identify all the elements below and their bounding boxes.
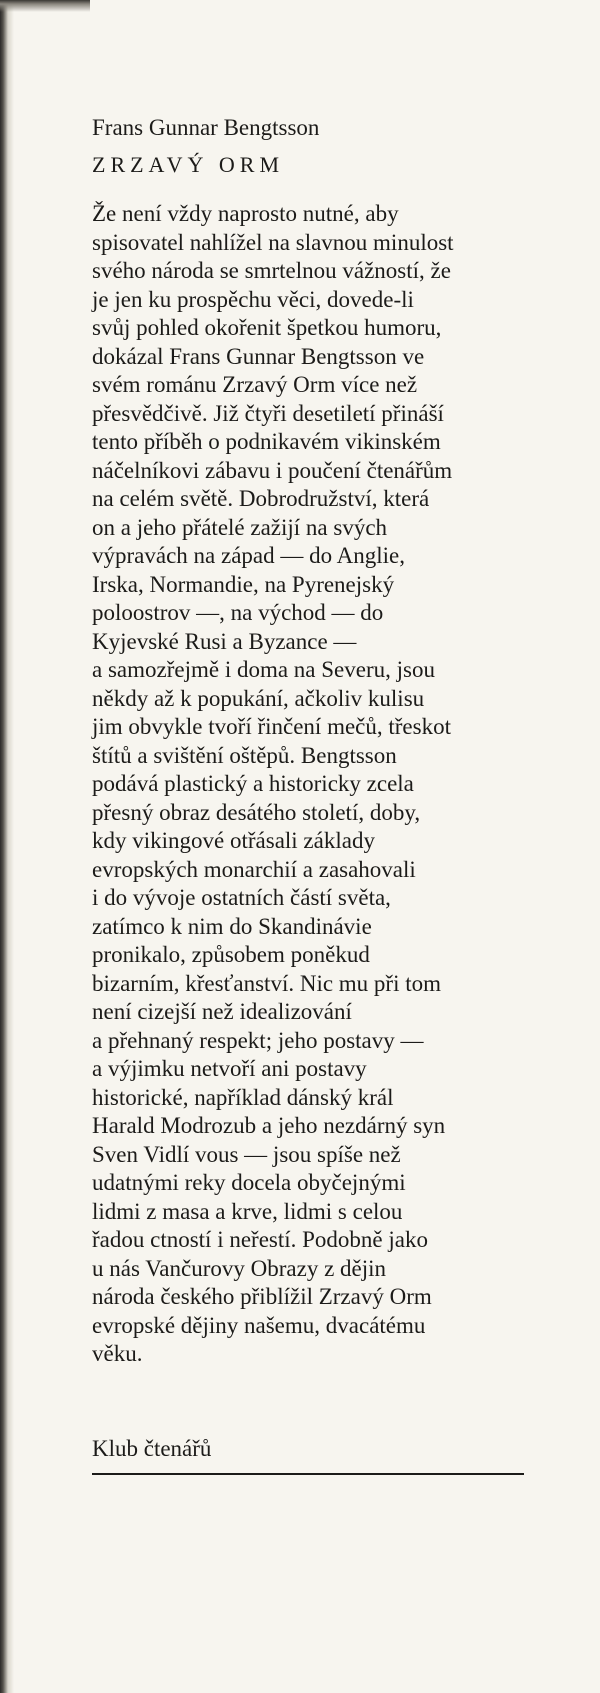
blurb-line: pronikalo, způsobem poněkud [92,942,370,967]
author-name: Frans Gunnar Bengtsson [92,115,320,140]
blurb-line: svém románu Zrzavý Orm více než [92,372,418,397]
blurb-line: není cizejší než idealizování [92,999,352,1024]
blurb-line: evropských monarchií a zasahovali [92,856,416,882]
blurb-line: je jen ku prospěchu věci, dovede-li [92,286,414,312]
blurb-line: výpravách na západ — do Anglie, [92,543,405,568]
blurb-line: spisovatel nahlížel na slavnou minulost [92,229,454,255]
blurb-line: věku. [92,1341,143,1366]
book-title: ZRZAVÝ ORM [92,152,285,177]
blurb-line: dokázal Frans Gunnar Bengtsson ve [92,343,425,369]
blurb-line: zatímco k nim do Skandinávie [92,913,372,939]
blurb-line: a výjimku netvoří ani postavy [92,1056,367,1081]
blurb-line: někdy až k popukání, ačkoliv kulisu [92,685,425,711]
blurb-line: i do vývoje ostatních částí světa, [92,885,391,910]
blurb-line: na celém světě. Dobrodružství, která [92,486,430,511]
publisher-underline-rule [92,1473,524,1475]
blurb-line: Sven Vidlí vous — jsou spíše než [92,1141,401,1167]
blurb-line: řadou ctností i neřestí. Podobně jako [92,1227,428,1252]
blurb-line: kdy vikingové otřásali základy [92,828,375,853]
blurb-line: přesvědčivě. Již čtyři desetiletí přináší [92,400,444,426]
blurb-line: Irska, Normandie, na Pyrenejský [92,571,395,597]
blurb-line: národa českého přiblížil Zrzavý Orm [92,1284,432,1309]
blurb-line: náčelníkovi zábavu i poučení čtenářům [92,457,453,483]
blurb-line: evropské dějiny našemu, dvacátému [92,1312,426,1338]
blurb-line: on a jeho přátelé zažijí na svých [92,514,388,540]
page-left-edge-shadow [0,0,14,1693]
blurb-line: a přehnaný respekt; jeho postavy — [92,1027,424,1053]
blurb-line: udatnými reky docela obyčejnými [92,1170,406,1195]
blurb-line: podává plastický a historicky zcela [92,771,414,796]
blurb-line: svůj pohled okořenit špetkou humoru, [92,315,442,340]
blurb-line: svého národa se smrtelnou vážností, že [92,258,451,283]
blurb-line: Že není vždy naprosto nutné, aby [92,201,399,226]
blurb-line: a samozřejmě i doma na Severu, jsou [92,657,435,682]
blurb-line: jim obvykle tvoří řinčení mečů, třeskot [92,714,451,739]
page-top-corner-shadow [0,0,90,12]
blurb-line: tento příběh o podnikavém vikinském [92,429,441,454]
blurb-line: bizarním, křesťanství. Nic mu při tom [92,970,442,996]
blurb-line: lidmi z masa a krve, lidmi s celou [92,1198,403,1224]
blurb-line: u nás Vančurovy Obrazy z dějin [92,1255,387,1281]
blurb-line: přesný obraz desátého století, doby, [92,799,421,825]
blurb-line: Kyjevské Rusi a Byzance — [92,628,357,654]
blurb-line: Harald Modrozub a jeho nezdárný syn [92,1113,446,1138]
publisher-name: Klub čtenářů [92,1436,212,1461]
blurb-paragraph [92,200,562,1369]
blurb-line: historické, například dánský král [92,1084,394,1110]
blurb-line: štítů a svištění oštěpů. Bengtsson [92,742,397,768]
blurb-line: poloostrov —, na východ — do [92,600,384,625]
